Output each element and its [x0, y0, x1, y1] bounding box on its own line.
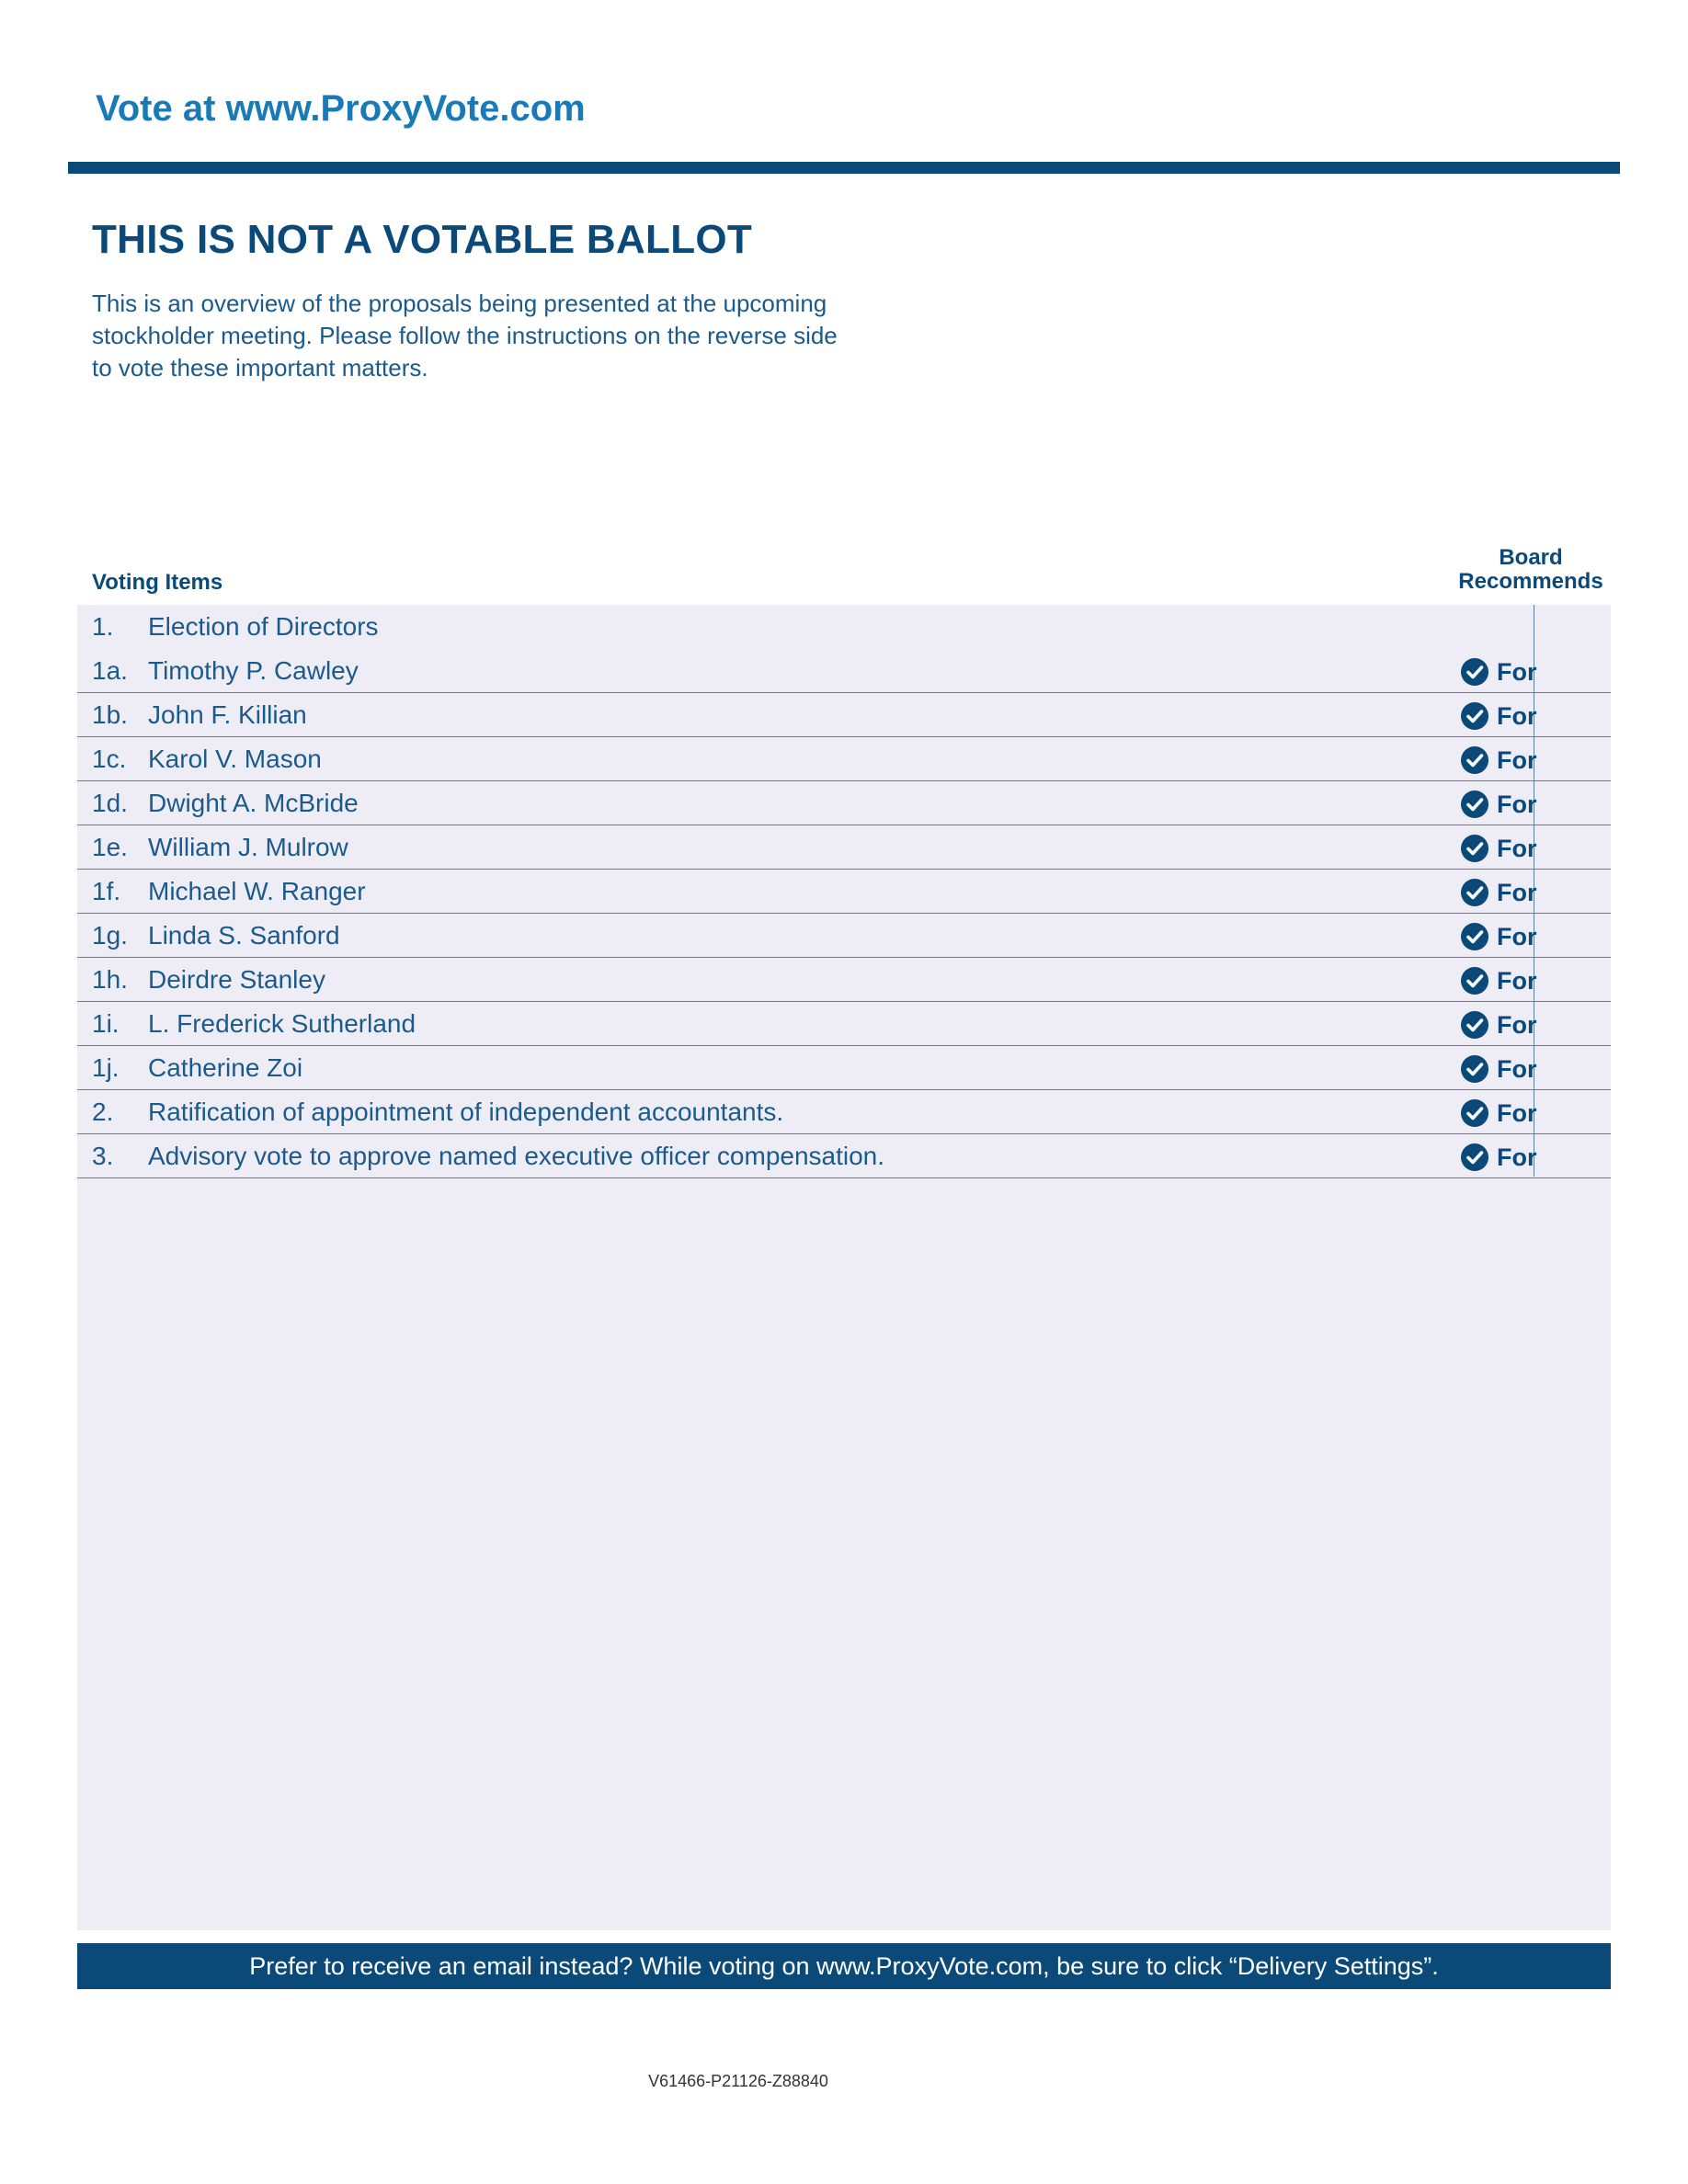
item-number: 1c.	[92, 745, 127, 773]
voting-item-row	[77, 825, 1611, 870]
check-circle-icon	[1460, 966, 1489, 995]
voting-item-row	[77, 1002, 1611, 1046]
recommendation-label: For	[1497, 701, 1537, 730]
item-number: 1f.	[92, 877, 121, 905]
item-number: 1i.	[92, 1009, 120, 1038]
board-recommendation	[1460, 656, 1537, 688]
board-recommendation	[1460, 1009, 1537, 1041]
item-number: 3.	[92, 1142, 114, 1170]
board-recommendation	[1460, 833, 1537, 864]
page-title: THIS IS NOT A VOTABLE BALLOT	[92, 217, 753, 262]
item-description: L. Frederick Sutherland	[148, 1009, 416, 1038]
check-circle-icon	[1460, 701, 1489, 731]
recommendation-label: For	[1497, 1143, 1537, 1171]
board-recommendation	[1460, 1098, 1537, 1129]
voting-items-list	[77, 605, 1611, 1178]
vote-at-header[interactable]: Vote at www.ProxyVote.com	[96, 88, 586, 129]
item-description: John F. Killian	[148, 700, 307, 729]
item-number: 1.	[92, 612, 114, 641]
item-description: Advisory vote to approve named executive officer compensation.	[148, 1142, 885, 1170]
voting-item-row	[77, 958, 1611, 1002]
check-circle-icon	[1460, 1054, 1489, 1084]
board-heading-line2: Recommends	[1458, 569, 1603, 594]
item-number: 1h.	[92, 965, 128, 994]
email-delivery-notice: Prefer to receive an email instead? While voting on www.ProxyVote.com, be sure to click “Delivery Settings”.	[77, 1943, 1611, 1989]
check-circle-icon	[1460, 834, 1489, 863]
board-recommendation	[1460, 965, 1537, 996]
header-divider	[68, 162, 1620, 174]
check-circle-icon	[1460, 790, 1489, 819]
board-recommendation	[1460, 700, 1537, 732]
item-description: Deirdre Stanley	[148, 965, 325, 994]
recommendation-label: For	[1497, 790, 1537, 818]
board-recommendation	[1460, 921, 1537, 952]
board-recommendation	[1460, 1053, 1537, 1085]
board-heading-line1: Board	[1499, 545, 1563, 570]
recommendation-label: For	[1497, 922, 1537, 950]
voting-item-row	[77, 693, 1611, 737]
voting-item-row	[77, 649, 1611, 693]
check-circle-icon	[1460, 745, 1489, 775]
voting-item-row	[77, 605, 1611, 649]
item-number: 1d.	[92, 789, 128, 817]
check-circle-icon	[1460, 1098, 1489, 1128]
item-description: Karol V. Mason	[148, 745, 322, 773]
item-number: 1j.	[92, 1053, 120, 1082]
voting-items-panel	[77, 605, 1611, 1930]
check-circle-icon	[1460, 657, 1489, 687]
item-description: Election of Directors	[148, 612, 379, 641]
voting-item-row	[77, 1090, 1611, 1134]
recommendation-label: For	[1497, 1098, 1537, 1127]
board-recommendation	[1460, 745, 1537, 776]
item-number: 2.	[92, 1098, 114, 1126]
voting-item-row	[77, 870, 1611, 914]
recommendation-label: For	[1497, 1054, 1537, 1083]
item-description: William J. Mulrow	[148, 833, 348, 861]
check-circle-icon	[1460, 922, 1489, 951]
voting-item-row	[77, 781, 1611, 825]
voting-item-row	[77, 737, 1611, 781]
recommendation-label: For	[1497, 1010, 1537, 1039]
item-description: Ratification of appointment of independent accountants.	[148, 1098, 784, 1126]
item-description: Timothy P. Cawley	[148, 656, 359, 685]
board-recommendation	[1460, 789, 1537, 820]
recommendation-label: For	[1497, 657, 1537, 686]
control-code: V61466-P21126-Z88840	[648, 2072, 828, 2090]
item-description: Dwight A. McBride	[148, 789, 359, 817]
item-description: Linda S. Sanford	[148, 921, 340, 950]
recommendation-label: For	[1497, 834, 1537, 862]
board-recommends-heading	[1456, 546, 1605, 594]
intro-text: This is an overview of the proposals being presented at the upcoming stockholder meeting. Please follow the instructions on the reverse side to vote these important matters.	[92, 290, 838, 381]
voting-item-row	[77, 1134, 1611, 1178]
board-recommendation	[1460, 1142, 1537, 1173]
item-description: Michael W. Ranger	[148, 877, 366, 905]
item-number: 1g.	[92, 921, 128, 950]
recommendation-label: For	[1497, 966, 1537, 995]
item-description: Catherine Zoi	[148, 1053, 303, 1082]
voting-items-heading: Voting Items	[92, 570, 223, 595]
check-circle-icon	[1460, 1010, 1489, 1040]
item-number: 1b.	[92, 700, 128, 729]
board-recommendation	[1460, 877, 1537, 908]
check-circle-icon	[1460, 878, 1489, 907]
item-number: 1e.	[92, 833, 128, 861]
recommendation-label: For	[1497, 878, 1537, 906]
recommendation-label: For	[1497, 745, 1537, 774]
voting-item-row	[77, 914, 1611, 958]
voting-item-row	[77, 1046, 1611, 1090]
check-circle-icon	[1460, 1143, 1489, 1172]
item-number: 1a.	[92, 656, 128, 685]
